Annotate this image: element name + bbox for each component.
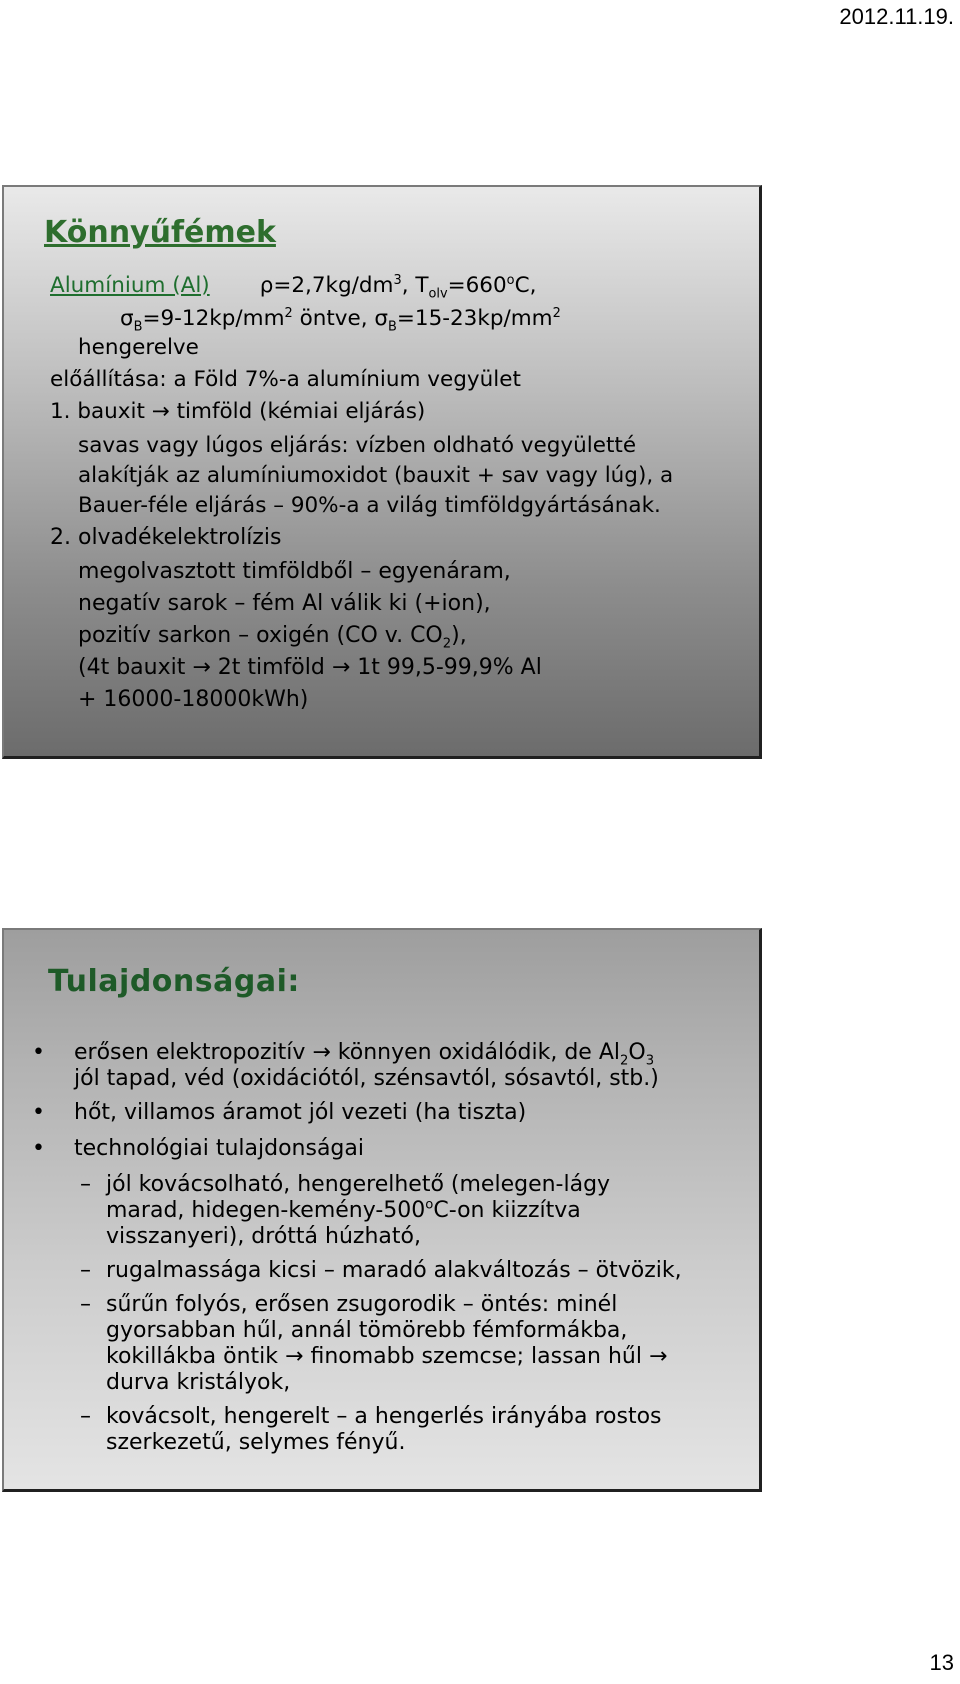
bullet-electropositive-line1: erősen elektropozitív → könnyen oxidálódik, de $Al_2O_3$ — [74, 1040, 655, 1069]
aluminium-label: Alumínium (Al) — [50, 273, 210, 298]
bullet-marker: • — [32, 1136, 45, 1161]
step1-line3: Bauer-féle eljárás – 90%-a a világ timföldgyártásának. — [78, 493, 661, 518]
strength-line: $\sigma_B=9-12kp/mm^2$ öntve, $\sigma_B=15-23kp/mm^2$ — [120, 305, 561, 335]
step2-line2: negatív sarok – fém Al válik ki (+ion), — [78, 591, 491, 616]
bullet-technological: technológiai tulajdonságai — [74, 1136, 364, 1161]
dash-elasticity: rugalmassága kicsi – maradó alakváltozás – ötvözik, — [106, 1258, 682, 1283]
page-number: 13 — [929, 1650, 954, 1675]
dash-marker: – — [80, 1292, 91, 1317]
step1-heading: 1. bauxit → timföld (kémiai eljárás) — [50, 399, 426, 424]
dash-marker: – — [80, 1172, 91, 1197]
step2-heading: 2. olvadékelektrolízis — [50, 525, 282, 550]
dash-casting-line3: kokillákba öntik → finomabb szemcse; lassan hűl → — [106, 1344, 668, 1369]
dash-marker: – — [80, 1258, 91, 1283]
step2-line3: pozitív sarkon – oxigén (CO v. $CO_2$), — [78, 623, 467, 652]
step2-line1: megolvasztott timföldből – egyenáram, — [78, 559, 511, 584]
rolled-text: hengerelve — [78, 335, 199, 360]
bullet-marker: • — [32, 1100, 45, 1125]
bullet-marker: • — [32, 1040, 45, 1065]
bullet-electropositive-line2: jól tapad, véd (oxidációtól, szénsavtól, sósavtól, stb.) — [74, 1066, 659, 1091]
dash-forged-line1: kovácsolt, hengerelt – a hengerlés irányába rostos — [106, 1404, 662, 1429]
print-date: 2012.11.19. — [839, 4, 954, 29]
slide-title: Tulajdonságai: — [48, 964, 300, 999]
dash-casting-line4: durva kristályok, — [106, 1370, 291, 1395]
slide-title: Könnyűfémek — [44, 215, 276, 250]
dash-casting-line1: sűrűn folyós, erősen zsugorodik – öntés: minél — [106, 1292, 618, 1317]
aluminium-props-line: Alumínium (Al) $\rho=2,7kg/dm^3$, $T_{olv}=660^oC$, — [50, 272, 537, 302]
dash-forgeable-line3: visszanyeri), dróttá húzható, — [106, 1224, 421, 1249]
step2-line5: + 16000-18000kWh) — [78, 687, 309, 712]
dash-forgeable-line2: marad, hidegen-kemény-500$^o$C-on kiizzítva — [106, 1197, 581, 1223]
step1-line1: savas vagy lúgos eljárás: vízben oldható vegyületté — [78, 433, 637, 458]
slide-properties — [2, 928, 762, 1492]
dash-marker: – — [80, 1404, 91, 1429]
step1-line2: alakítják az alumíniumoxidot (bauxit + sav vagy lúg), a — [78, 463, 674, 488]
bullet-conductivity: hőt, villamos áramot jól vezeti (ha tiszta) — [74, 1100, 527, 1125]
dash-forgeable-line1: jól kovácsolható, hengerelhető (melegen-lágy — [106, 1172, 611, 1197]
dash-casting-line2: gyorsabban hűl, annál tömörebb fémformákba, — [106, 1318, 628, 1343]
dash-forged-line2: szerkezetű, selymes fényű. — [106, 1430, 406, 1455]
step2-line4: (4t bauxit → 2t timföld → 1t 99,5-99,9% Al — [78, 655, 542, 680]
production-text: előállítása: a Föld 7%-a alumínium vegyület — [50, 367, 521, 392]
slide-light-metals — [2, 185, 762, 759]
